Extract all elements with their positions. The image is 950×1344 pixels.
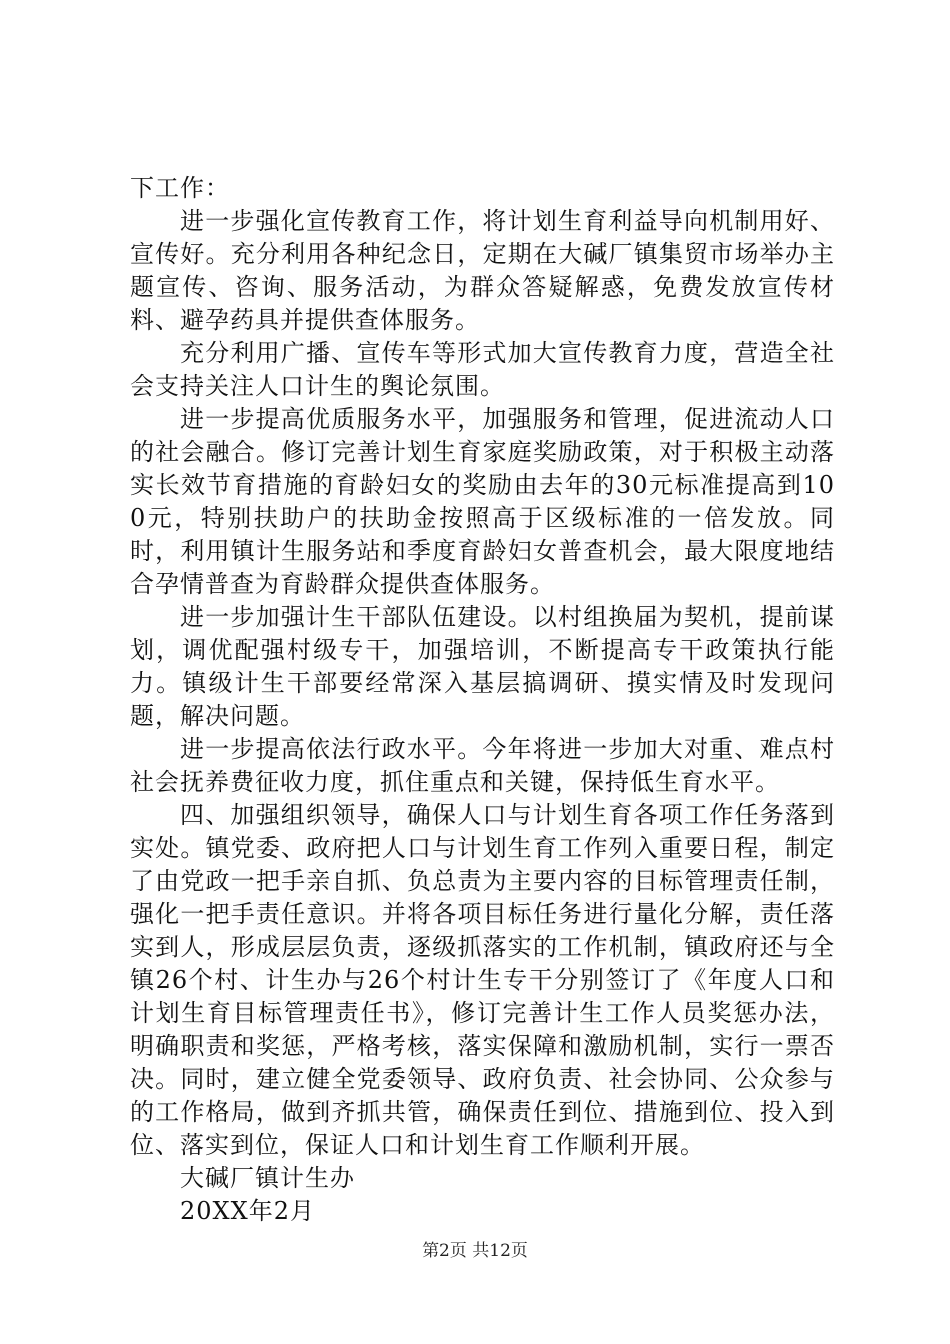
signature-organization: 大碱厂镇计生办 bbox=[180, 1164, 355, 1192]
paragraph-publicity: 进一步强化宣传教育工作，将计划生育利益导向机制用好、宣传好。充分利用各种纪念日，定期在大碱厂镇集贸市场举办主题宣传、咨询、服务活动，为群众答疑解惑，免费发放宣传材料、避孕药具并提供查体服务。 bbox=[130, 207, 835, 334]
signature-date: 20XX年2月 bbox=[180, 1197, 315, 1225]
paragraph-service: 进一步提高优质服务水平，加强服务和管理，促进流动人口的社会融合。修订完善计划生育家庭奖励政策，对于积极主动落实长效节育措施的育龄妇女的奖励由去年的30元标准提高到100元，特别扶助户的扶助金按照高于区级标准的一倍发放。同时，利用镇计生服务站和季度育龄妇女普查机会，最大限度地结合孕情普查为育龄群众提供查体服务。 bbox=[130, 405, 835, 598]
document-body bbox=[130, 172, 835, 1228]
paragraph-media: 充分利用广播、宣传车等形式加大宣传教育力度，营造全社会支持关注人口计生的舆论氛围。 bbox=[130, 339, 835, 400]
page-number-footer: 第2页 共12页 bbox=[422, 1241, 528, 1261]
paragraph-staff: 进一步加强计生干部队伍建设。以村组换届为契机，提前谋划，调优配强村级专干，加强培训，不断提高专干政策执行能力。镇级计生干部要经常深入基层搞调研、摸实情及时发现问题，解决问题。 bbox=[130, 603, 835, 730]
paragraph-leadership: 四、加强组织领导，确保人口与计划生育各项工作任务落到实处。镇党委、政府把人口与计划生育工作列入重要日程，制定了由党政一把手亲自抓、负总责为主要内容的目标管理责任制，强化一把手责任意识。并将各项目标任务进行量化分解，责任落实到人，形成层层负责，逐级抓落实的工作机制，镇政府还与全镇26个村、计生办与26个村计生专干分别签订了《年度人口和计划生育目标管理责任书》，修订完善计生工作人员奖惩办法，明确职责和奖惩，严格考核，落实保障和激励机制，实行一票否决。同时，建立健全党委领导、政府负责、社会协同、公众参与的工作格局，做到齐抓共管，确保责任到位、措施到位、投入到位、落实到位，保证人口和计划生育工作顺利开展。 bbox=[130, 801, 835, 1159]
paragraph-continuation: 下工作： bbox=[130, 174, 230, 202]
paragraph-law: 进一步提高依法行政水平。今年将进一步加大对重、难点村社会抚养费征收力度，抓住重点和关键，保持低生育水平。 bbox=[130, 735, 835, 796]
